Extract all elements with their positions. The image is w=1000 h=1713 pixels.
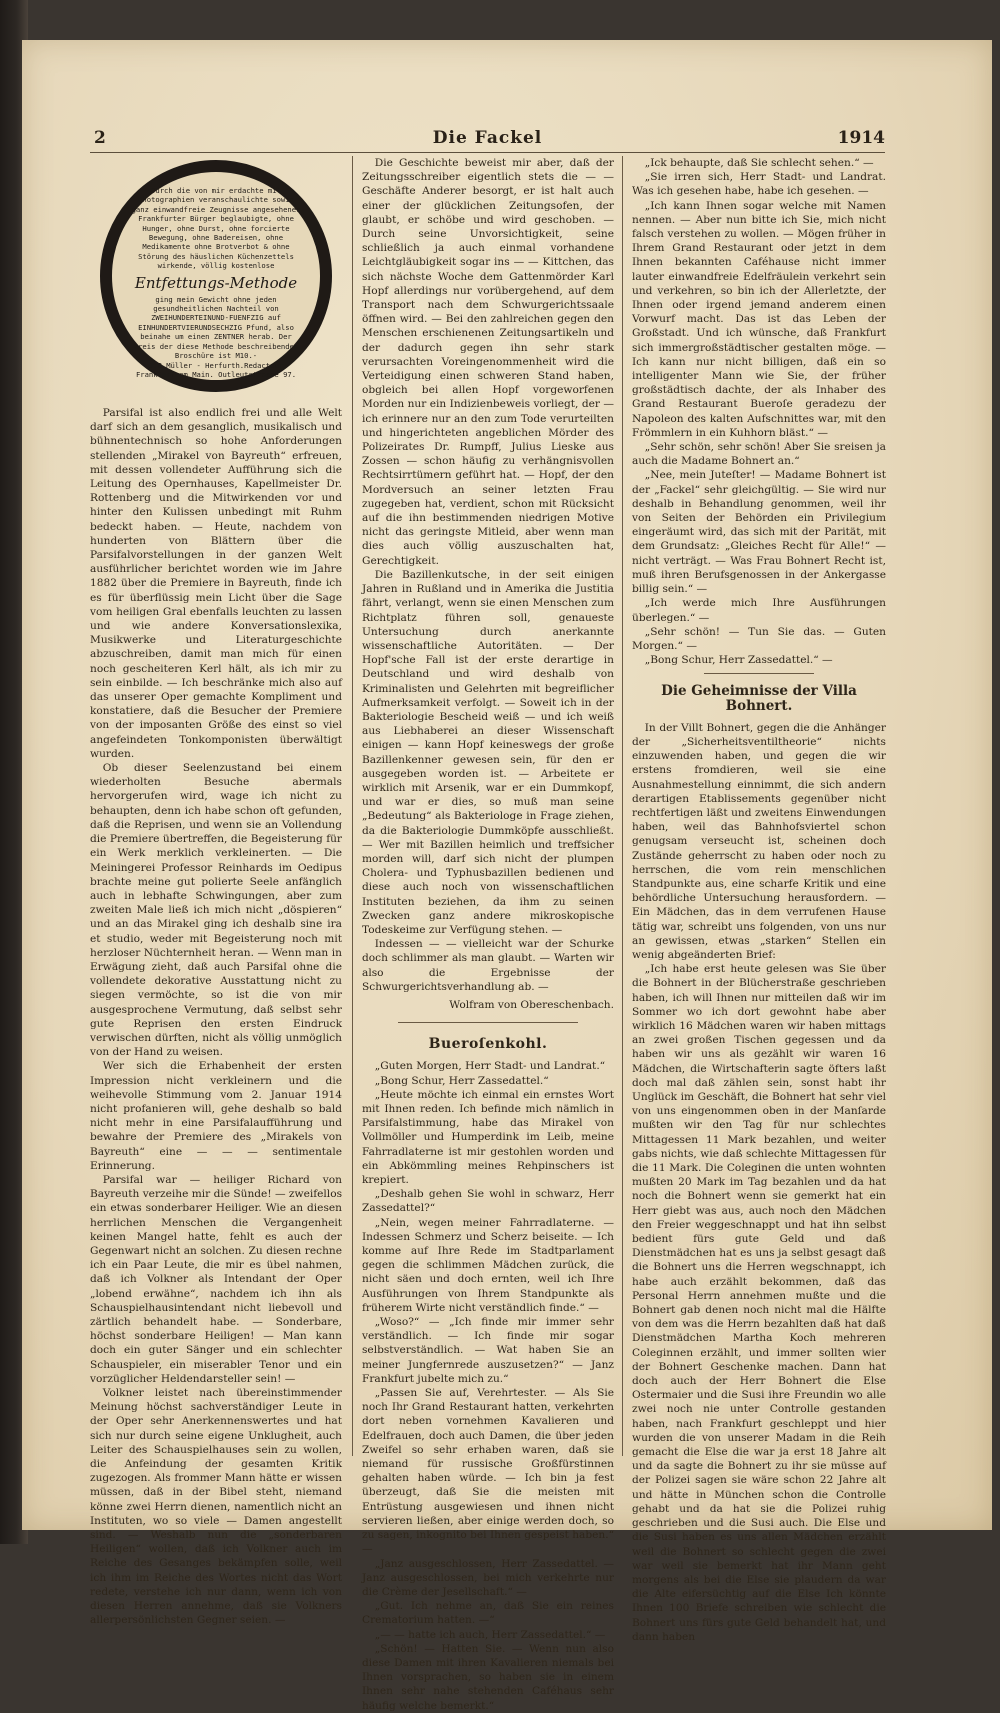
col3-dialogue: „Nee, mein Juteſter! — Madame Bohnert ist der „Fackel“ sehr gleichgültig. — Sie wird nur deshalb in Behandlung genommen, weil ihr von Seiten der Behörden ein Privilegium eingeräumt wird, das sich mit der Parität, mit dem Grundsatz: „Gleiches Recht für Alle!“ — nicht verträgt. — Was Frau Bohnert Recht ist, muß ihren Berufsgenossen in der Ankergasse billig sein.“ — — [632, 469, 886, 596]
col3-dialogue: „Sie irren sich, Herr Stadt- und Landrat. Was ich gesehen habe, habe ich gesehen. — — [632, 171, 886, 198]
col3-dialogue: „Ich kann Ihnen sogar welche mit Namen nennen. — Aber nun bitte ich Sie, mich nicht falsch verstehen zu wollen. — Mögen früher in Ihrem Grand Restaurant oder jetzt in dem Ihnen bekannten Caféhause nicht immer lauter einwandfreie Edelfräulein verkehrt sein und verkehren, so bin ich der Allerletzte, der Ihnen oder irgend jemand anderem einen Vorwurf macht. Das ist das Leben der Großstadt. Und ich wünsche, daß Frankfurt sich immergroßstädtischer gestalten möge. — Ich kann nur nicht billigen, daß ein so intelligenter Mann wie Sie, der früher großstädtisch dachte, der als Inhaber des Grand Restaurant Bueroſe geradezu der Napoleon des kalten Aufschnittes war, mit den Frömmlern in ein Kuhhorn bläst.“ — — [632, 199, 886, 439]
col1-paragraph: Volkner leistet nach übereinstimmender Meinung höchst sachverständiger Leute in der Oper sehr Anerkennenswertes und hat sich nur durch seine eigene Unklugheit, auch Leiter des Schauspielhauses sein zu wollen, die Anfeindung der gesamten Kritik zugezogen. Als frommer Mann hätte er wissen müssen, daß in der Bibel steht, niemand könne zwei Herrn dienen, namentlich nicht an Instituten, wo so viele — Damen angestellt sind. — Weshalb nun die „sonderbaren Heiligen“ wollen, daß ich Volkner auch im Reiche des Gesanges bekämpfen solle, weil ich ihm im Reiche des Wortes nicht das Wort redete, verstehe ich nur dann, wenn ich von diesen Herren annehme, daß sie Volkners allerpersönlichsten Gegner seien. — — [90, 1387, 342, 1627]
col3-dialogue: „Sehr schön! — Tun Sie das. — Guten Morgen.“ — — [632, 625, 886, 652]
section-heading-villa-bohnert: Die Geheimnisse der Villa Bohnert. — [661, 683, 857, 714]
ad-signature: J.B.Müller - Herfurth.Redacteur Frankfurt am Main. Outleutstrasse 97. — [135, 360, 297, 379]
section-heading-bueroſenkohl: Bueroſenkohl. — [428, 1036, 548, 1053]
col2-paragraph: Die Geschichte beweist mir aber, daß der Zeitungsschreiber eigentlich stets die — — Geschäfte Anderer besorgt, er ist halt auch einer der glücklichen Zeitungsofen, der glaubt, er schöbe und wird geschoben. — Durch seine Unvorsichtigkeit, seine schließlich ja auch einmal vorhandene Leichtgläubigkeit sogar ins — — Kittchen, das sich nächste Woche dem Gattenmörder Karl Hopf allerdings nur vorübergehend, auf dem Transport nach dem Schwurgerichtssaale öffnen wird. — Bei den zahlreichen gegen den Menschen erschienenen Zeitungsartikeln und der dadurch gegen ihn sehr stark verursachten Voreingenommenheit wird die Verteidigung einen schweren Stand haben, obgleich bei allen Hopf vorgeworfenen Morden nur ein Indizienbeweis vorliegt, der — ich erinnere nur an den zum Tode verurteilten und hingerichteten angeblichen Mörder des Polizeirates Dr. Rumpff, Julius Lieske aus Zossen — schon häufig zu verhängnisvollen Rechtsirrtümern geführt hat. — Hopf, der den Mordversuch an seiner letzten Frau zugegeben hat, verdient, schon mit Rücksicht auf die ihn bestimmenden niedrigen Motive nicht das geringste Mitleid, aber wenn man dies auch völlig auszuschalten hat, Gerechtigkeit. — [362, 157, 614, 567]
col3-dialogue: „Ich werde mich Ihre Ausführungen überlegen.“ — — [632, 597, 886, 624]
advertisement-circle — [100, 160, 332, 392]
col1-paragraph: Wer sich die Erhabenheit der ersten Impression nicht verkleinern und die weihevolle Stimmung vom 2. Januar 1914 nicht profanieren will, gehe deshalb so bald nicht mehr in eine Parsifalaufführung und bewahre der Premiere des „Mirakels von Bayreuth“ eine — — — sentimentale Erinnerung. — [90, 1060, 342, 1172]
col2-dialogue: „Guten Morgen, Herr Stadt- und Landrat.“ — [374, 1060, 606, 1073]
column-divider-2 — [622, 156, 623, 1456]
page-header — [90, 128, 885, 152]
col3-letter: „Ich habe erst heute gelesen was Sie über die Bohnert in der Blücherstraße geschrieben haben, ich will Ihnen nur mitteilen daß wir im Sommer wo ich dort gewohnt habe aber wirklich 16 Mädchen waren wir haben mittags an zwei großen Tischen gegessen und da haben wir uns als gezählt wir waren 16 Mädchen, die Wirtschafterin sagte öfters laßt doch mal daß zählen sein, sonst habt ihr Unglück im Geschäft, die Bohnert hat sehr viel von uns eingenommen oben in der Manſarde mußten wir den Tag für nur schlechtes Mittagessen 11 Mark bezahlen, und weiter gabs nichts, wie daß schlechte Mittagessen für die 11 Mark. Die Coleginen die unten wohnten mußten 20 Mark im Tag bezahlen und da hat noch die Bohnert wenn sie gemerkt hat ein Herr giebt was aus, auch noch den Mädchen den Freier weggeschnappt und hat ihn selbst bedient fürs gute Geld und daß Dienstmädchen hat es uns ja selbst gesagt daß die Bohnert uns die Herren wegschnappt, ich habe auch erzählt bekommen, daß das Personal Herrn annehmen mußte und die Bohnert gab denen noch nicht mal die Hälfte von dem was die Herrn bezahlten daß hat daß Dienstmädchen Martha Koch mehreren Coleginnen erzählt, und immer sollten wier der Bohnert Geschenke machen. Dann hat doch auch der Herr Bohnert die Else Ostermaier und die Susi ihre Freundin wo alle zwei noch nie unter Controlle gestanden haben, nach Frankfurt geschleppt und hier wurden die von unserer Madam in die Reih gemacht die Else die war ja erst 18 Jahre alt und da sagte die Bohnert zu ihr sie müsse auf der Polizei sagen sie wäre schon 22 Jahre alt und hätte in München schon die Controlle gehabt und da hat sie die Polizei ruhig geschrieben und die Susi auch. Die Else und die Susi haben es uns allen Mädchen erzählt weil die Bohnert so schlecht gegen die zwei war weil sie bemerkt hat ihr Mann geht morgens als bei die Else sie plaudern da war die Alte eifersüchtig auf die Else Ich könnte Ihnen 100 Briefe schreiben wie schlecht die Bohnert uns fürs gute Geld behandelt hat, und dann haben — [632, 963, 886, 1643]
col1-paragraph: Parsifal ist also endlich frei und alle Welt darf sich an dem gesanglich, musikalisch und bühnentechnisch so hohe Anforderungen stellenden „Mirakel von Bayreuth“ erfreuen, mit dessen vollendeter Aufführung sich die Leitung des Opernhauses, Kapellmeister Dr. Rottenberg und die Mitwirkenden vor und hinter den Kulissen unbedingt mit Ruhm bedeckt haben. — Heute, nachdem von hunderten von Blättern über die Parsifalvorstellungen in der ganzen Welt ausführlicher berichtet worden wie im Jahre 1882 über die Premiere in Bayreuth, finde ich es für überflüssig mein Licht über die Sage vom heiligen Gral ebenfalls leuchten zu lassen und wie andere Konversationslexika, Musikwerke und Literaturgeschichte abzuschreiben, damit man mich für einen noch gescheiteren Kerl hält, als ich mir zu sein einbilde. — Ich beschränke mich also auf das unserer Oper gemachte Kompliment und konstatiere, daß die Besucher der Premiere von der imposanten Größe des einst so viel angefeindeten Tonkomponisten überwältigt wurden. — [90, 407, 342, 760]
col2-paragraph: Die Bazillenkutsche, in der seit einigen Jahren in Rußland und in Amerika die Justitia fährt, verlangt, wenn sie einen Menschen zum Richtplatz führen soll, genaueste Untersuchung durch anerkannte wissenschaftliche Autoritäten. — Der Hopf'sche Fall ist der erste derartige in Deutschland und wird deshalb von Kriminalisten und Gelehrten mit begreiflicher Aufmerksamkeit verfolgt. — Soweit ich in der Bakteriologie Bescheid weiß — und ich weiß aus Liebhaberei an dieser Wissenschaft einigen — kann Hopf keineswegs der große Bazillenkenner gewesen sein, für den er ausgegeben worden ist. — Arbeitete er wirklich mit Arsenik, war er ein Dummkopf, und war er dies, so muß man seine „Bedeutung“ als Bakteriologe in Frage ziehen, da die Bakteriologie Dummköpfe ausschließt. — Wer mit Bazillen heimlich und treffsicher morden will, darf sich nicht der plumpen Cholera- und Typhusbazillen bedienen und diese auch noch von wissenschaftlichen Instituten beziehen, da ihm zu seinen Zwecken ganz andere mikroskopische Todeskeime zur Verfügung stehen. — — [362, 568, 614, 936]
ad-brand: Entfettungs-Methode — [134, 273, 298, 292]
col3-dialogue: „Sehr schön, sehr schön! Aber Sie sreisen ja auch die Madame Bohnert an.“ — [632, 441, 886, 468]
column-3 — [632, 156, 886, 1643]
col2-dialogue: „Janz ausgeschlossen, Herr Zassedattel. — Janz ausgeschlossen, bei mich verkehrte nur die Crème der Jesellschaft.“ — — [362, 1557, 614, 1598]
section-rule — [704, 673, 814, 674]
publication-year: 1914 — [837, 128, 885, 148]
col1-paragraph: Parsifal war — heiliger Richard von Bayreuth verzeihe mir die Sünde! — zweifellos ein etwas sonderbarer Heiliger. Wie an diesen herrlichen Menschen die Vergangenheit keinen Mangel hatte, fehlt es auch der Gegenwart nicht an solchen. Zu diesen rechne ich ein Paar Leute, die mir es übel nahmen, daß ich Volkner als Intendant der Oper „lobend erwähne“, nachdem ich ihn als Schauspielhausintendant nicht liebevoll und zärtlich behandelt habe. — Sonderbare, höchst sonderbare Heiligen! — Man kann doch ein guter Sänger und ein schlechter Schauspieler, ein miserabler Tenor und ein vorzüglicher Heldendarsteller sein! — — [90, 1173, 343, 1385]
col2-dialogue: „Heute möchte ich einmal ein ernstes Wort mit Ihnen reden. Ich befinde mich nämlich in Parsifalstimmung, habe das Mirakel von Vollmöller und Humperdink im Leib, meine Fahrradlaterne ist mir gestohlen worden und ein Abkömmling meines Rehpinschers ist krepiert. — [362, 1088, 614, 1187]
col2-dialogue: „Deshalb gehen Sie wohl in schwarz, Herr Zassedattel?“ — [362, 1188, 614, 1215]
col2-dialogue: „Passen Sie auf, Verehrtester. — Als Sie noch Ihr Grand Restaurant hatten, verkehrten dort neben vornehmen Kavalieren und Edelfrauen, doch auch Damen, die über jeden Zweifel so sehr erhaben waren, daß sie niemand für russische Großfürstinnen gehalten haben würde. — Ich bin ja fest überzeugt, daß Sie die meisten mit Entrüstung ausgewiesen und ihnen nicht servieren ließen, aber einige werden doch, so zu sagen, inkognito bei Ihnen gespeist haben.“ — — [362, 1387, 615, 1556]
column-2 — [362, 156, 615, 1712]
column-divider-1 — [352, 156, 353, 1456]
article-signature: Wolfram von Obereschenbach. — [449, 998, 614, 1011]
col3-dialogue: „Ick behaupte, daß Sie schlecht sehen.“ — — [644, 157, 874, 169]
publication-title: Die Fackel — [432, 128, 543, 148]
col2-dialogue: „Bong Schur, Herr Zassedattel.“ — [374, 1074, 549, 1087]
col3-dialogue: „Bong Schur, Herr Zassedattel.“ — — [644, 654, 833, 667]
col3-paragraph: In der Villt Bohnert, gegen die die Anhänger der „Sicherheitsventiltheorie“ nichts einzuwenden haben, und gegen die wir erstens fromdieren, weil sie eine Ausnahmestellung einnimmt, die sich andern derartigen Etablissements gegenüber nicht rechtfertigen läßt und zweitens Einwendungen haben, weil das Bahnhofsviertel schon genugsam verseucht ist, scheinen doch Zustände geherrscht zu haben oder noch zu herrschen, die vom rein menschlichen Standpunkte aus, eine scharfe Kritik und eine behördliche Untersuchung herausfordern. — Ein Mädchen, das in dem verrufenen Hause tätig war, schreibt uns folgenden, von uns nur an gewissen, etwas „starken“ Stellen ein wenig abgeänderten Brief: — [632, 721, 886, 961]
col1-paragraph: Ob dieser Seelenzustand bei einem wiederholten Besuche abermals hervorgerufen wird, wage ich nicht zu behaupten, denn ich habe schon oft gefunden, daß die Reprisen, und wenn sie an Vollendung die Premiere übertreffen, die Begeisterung für ein Werk merklich verkleinerten. — Die Meiningerei Professor Reinhards im Oedipus brachte meine gut polierte Seele anfänglich auch in lebhafte Schwingungen, aber zum zweiten Male ließ ich mich nicht „döspieren“ und an das Mirakel ging ich deshalb sine ira et studio, weder mit Begeisterung noch mit herzloser Nüchternheit heran. — Wenn man in Erwägung zieht, daß auch Parsifal ohne die vollendete dekorative Ausstattung nicht zu siegen vermöchte, so ist die von mir ausgesprochene Vermutung, daß selbst sehr gute Reprisen den ersten Eindruck verwischen dürften, nicht als völlig unmöglich von der Hand zu weisen. — [90, 762, 342, 1059]
col2-dialogue: „— — hatte ich auch, Herr Zassedattel.“ — — [374, 1628, 606, 1641]
ad-text-top: Durch die von mir erdachte mit Photographien veranschaulichte sowie ganz einwandfreie Zeugnisse angesehener Frankfurter Bürger beglaubigte, ohne Hunger, ohne Durst, ohne forcierte Bewegung, ohne Badereisen, ohne Medikamente ohne Brotverbot & ohne Störung des häuslichen Küchenzettels wirkende, völlig kostenlose — [131, 186, 301, 271]
col2-dialogue: „Gut. Ich nehme an, daß Sie ein reines Crematorium hatten. —“ — [362, 1600, 614, 1627]
section-rule — [398, 1022, 578, 1023]
col2-dialogue: „Schön! — Hatten Sie. — Wenn nun also diese Damen mit ihren Kavalieren niemals bei Ihnen vorsprachen, so haben sie in einem Ihnen sehr nahe stehenden Caféhaus sehr häufig welche bemerkt.“ — [362, 1642, 614, 1712]
page-number: 2 — [94, 128, 106, 148]
col2-paragraph: Indessen — — vielleicht war der Schurke doch schlimmer als man glaubt. — Warten wir also die Ergebnisse der Schwurgerichtsverhandlung ab. — — [362, 938, 614, 993]
column-1 — [90, 156, 343, 1627]
col2-dialogue: „Nein, wegen meiner Fahrradlaterne. — Indessen Schmerz und Scherz beiseite. — Ich komme auf Ihre Rede im Stadtparlament gegen die schlimmen Mädchen zurück, die nicht säen und doch ernten, weil ich Ihre Ausführungen von Ihrem Standpunkte als früherem Wirte nicht verständlich finde.“ — — [362, 1216, 614, 1314]
ad-text-bottom: ging mein Gewicht ohne jeden gesundheitlichen Nachteil von ZWEIHUNDERTEINUND-FUENFZIG auf EINHUNDERTVIERUNDSECHZIG Pfund, also beinahe um einen ZENTNER herab. Der Preis der diese Methode beschreibenden Broschüre ist M10.- — [133, 294, 299, 361]
col2-dialogue: „Woso?“ — „Ich finde mir immer sehr verständlich. — Ich finde mir sogar selbstverständlich. — Wat haben Sie an meiner Jungfernrede auszusetzen?“ — Janz Frankfurt jubelte mich zu.“ — [362, 1316, 614, 1385]
header-rule — [90, 152, 885, 153]
